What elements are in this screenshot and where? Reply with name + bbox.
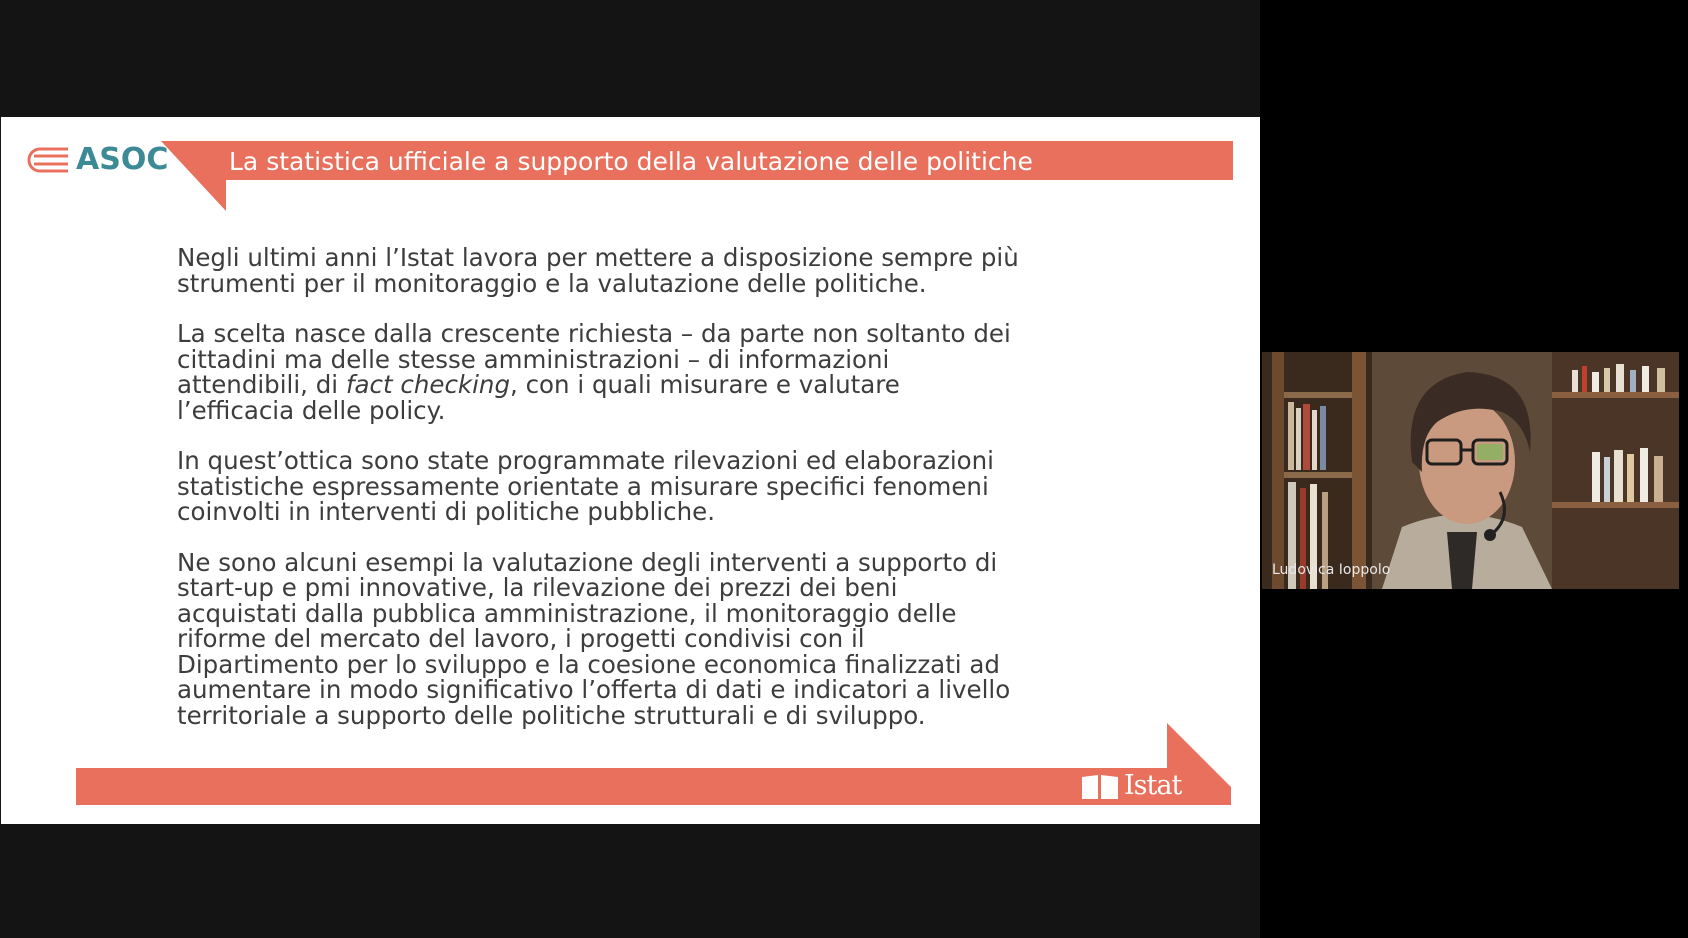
paragraph-line: Dipartimento per lo sviluppo e la coesione economica finalizzati ad [177,649,1000,679]
italic-term: fact checking [345,370,511,399]
paragraph-line: In quest’ottica sono state programmate rilevazioni ed elaborazioni [177,446,994,475]
paragraph-1 [177,245,1137,296]
paragraph-3 [177,448,1137,525]
paragraph-line: acquistati dalla pubblica amministrazione, il monitoraggio delle [177,598,957,628]
presentation-slide [1,117,1260,824]
paragraph-line: Ne sono alcuni esempi la valutazione degli interventi a supporto di [177,547,998,577]
istat-book-icon [1080,773,1120,801]
participant-video-tile[interactable] [1262,352,1679,589]
asoc-logo-text: ASOC [76,142,169,177]
paragraph-line: riforme del mercato del lavoro, i progetti condivisi con il [177,624,865,653]
footer-banner-shape [76,723,1231,805]
paragraph-line: Negli ultimi anni l’Istat lavora per mettere a disposizione sempre più [177,243,1019,272]
paragraph-line-end: , con i quali misurare e valutare [510,370,900,399]
istat-logo [1080,770,1182,803]
webcam-feed [1262,352,1679,589]
participant-name-label: Ludovica Ioppolo [1272,562,1391,578]
paragraph-2 [177,321,1137,423]
istat-logo-text: Istat [1124,770,1182,801]
paragraph-line: territoriale a supporto delle politiche strutturali e di sviluppo. [177,700,926,730]
paragraph-line: aumentare in modo significativo l’offerta di dati e indicatori a livello [177,675,1011,704]
footer-banner [1,723,1260,824]
slide-title: La statistica ufficiale a supporto della valutazione delle politiche [229,147,1033,176]
paragraph-4 [177,547,1137,730]
paragraph-line-start: attendibili, di [177,370,346,399]
paragraph-line: statistiche espressamente orientate a misurare specifici fenomeni [177,471,989,501]
asoc-logo-mark-icon [26,147,70,173]
asoc-logo [26,141,169,179]
paragraph-line: La scelta nasce dalla crescente richiesta – da parte non soltanto dei [177,319,1011,348]
paragraph-line: cittadini ma delle stesse amministrazioni – di informazioni [177,344,890,374]
paragraph-line: start-up e pmi innovative, la rilevazione dei prezzi dei beni [177,573,898,602]
paragraph-line: l’efficacia delle policy. [177,395,446,425]
slide-body [177,245,1137,753]
paragraph-line: coinvolti in interventi di politiche pubbliche. [177,497,716,526]
paragraph-line: strumenti per il monitoraggio e la valutazione delle politiche. [177,268,927,298]
